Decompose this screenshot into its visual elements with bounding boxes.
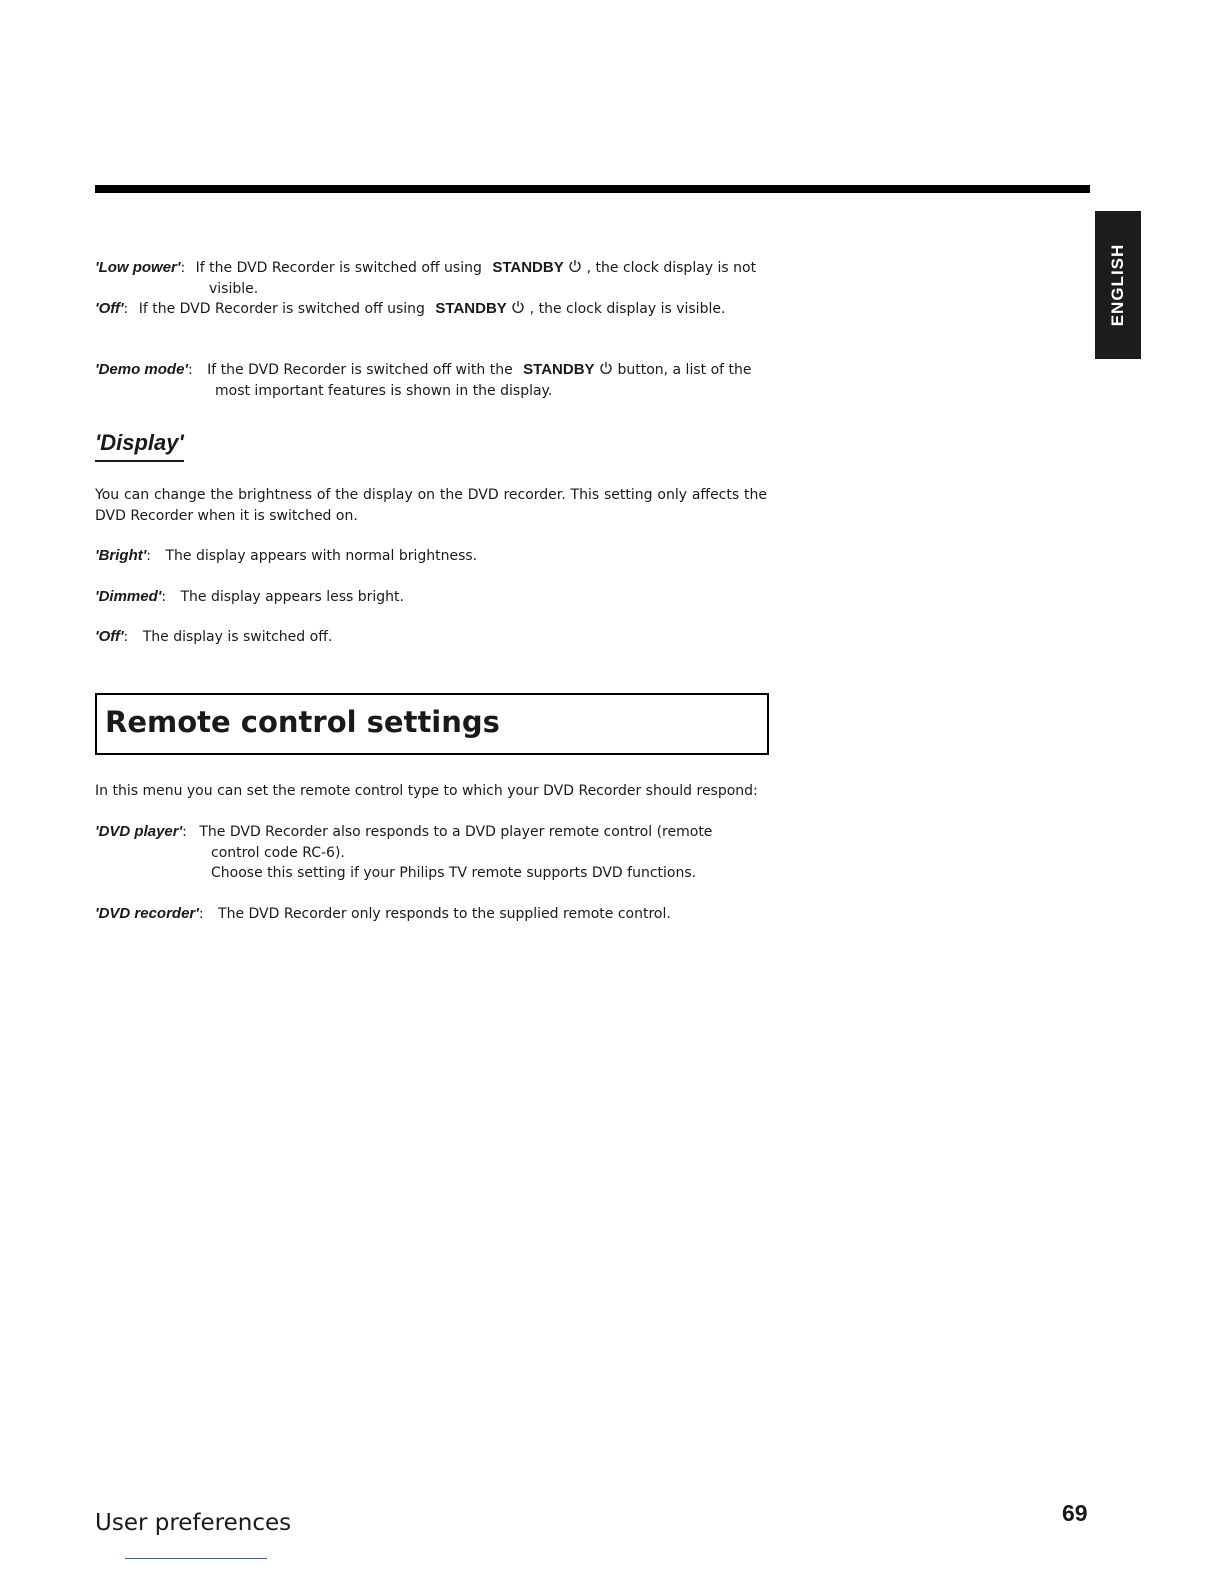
dvd-player-line3: Choose this setting if your Philips TV remote supports DVD functions. [211, 865, 697, 881]
footer-section-title: User preferences [95, 1510, 292, 1536]
option-term: 'Off' [95, 300, 124, 317]
remote-settings-heading: Remote control settings [105, 705, 500, 739]
option-term: 'Dimmed' [95, 588, 162, 605]
option-low-power-cont: visible. [209, 281, 259, 297]
option-term: 'DVD player' [95, 823, 183, 840]
option-text: The display appears with normal brightness. [165, 548, 478, 564]
option-off-clock: 'Off': If the DVD Recorder is switched off using STANDBY , the clock display is visible. [95, 300, 726, 317]
option-text: , the clock display is visible. [529, 301, 726, 317]
standby-keyword: STANDBY [435, 300, 507, 317]
display-heading: 'Display' [95, 430, 184, 462]
remote-intro: In this menu you can set the remote control type to which your DVD Recorder should respond: [95, 783, 758, 799]
option-text: If the DVD Recorder is switched off with the [207, 362, 513, 378]
option-term: 'DVD recorder' [95, 905, 199, 922]
option-text: The DVD Recorder only responds to the supplied remote control. [218, 906, 671, 922]
language-tab-label: ENGLISH [1108, 243, 1127, 327]
footer-rule [125, 1558, 267, 1559]
power-icon [511, 300, 525, 314]
standby-keyword: STANDBY [492, 259, 564, 276]
option-demo-mode: 'Demo mode': If the DVD Recorder is switched off with the STANDBY button, a list of the [95, 361, 752, 378]
option-text: The display appears less bright. [180, 589, 404, 605]
display-intro: You can change the brightness of the display on the DVD recorder. This setting only affects the DVD Recorder when it is switched on. [95, 487, 767, 524]
remote-option-dvd-player: 'DVD player': The DVD Recorder also responds to a DVD player remote control (remote [95, 823, 713, 840]
option-text: The DVD Recorder also responds to a DVD player remote control (remote [199, 824, 713, 840]
display-option-off: 'Off': The display is switched off. [95, 628, 333, 645]
display-option-bright: 'Bright': The display appears with normal brightness. [95, 547, 478, 564]
option-term: 'Low power' [95, 259, 181, 276]
language-tab [1095, 211, 1141, 359]
power-icon [599, 361, 613, 375]
option-term: 'Off' [95, 628, 124, 645]
display-option-dimmed: 'Dimmed': The display appears less bright. [95, 588, 404, 605]
top-rule [95, 185, 1090, 193]
dvd-player-line2: control code RC-6). [211, 845, 345, 861]
page-number: 69 [1062, 1500, 1088, 1526]
remote-settings-heading-box [95, 693, 769, 755]
power-icon [568, 259, 582, 273]
remote-option-dvd-recorder: 'DVD recorder': The DVD Recorder only responds to the supplied remote control. [95, 905, 671, 922]
standby-keyword: STANDBY [523, 361, 595, 378]
option-demo-mode-cont: most important features is shown in the display. [215, 383, 553, 399]
option-text: , the clock display is not [586, 260, 757, 276]
option-text: button, a list of the [617, 362, 752, 378]
option-term: 'Bright' [95, 547, 147, 564]
option-text: The display is switched off. [142, 629, 333, 645]
option-low-power: 'Low power': If the DVD Recorder is switched off using STANDBY , the clock display is not [95, 259, 757, 276]
option-text: If the DVD Recorder is switched off using [138, 301, 425, 317]
option-text: If the DVD Recorder is switched off using [195, 260, 482, 276]
option-term: 'Demo mode' [95, 361, 188, 378]
